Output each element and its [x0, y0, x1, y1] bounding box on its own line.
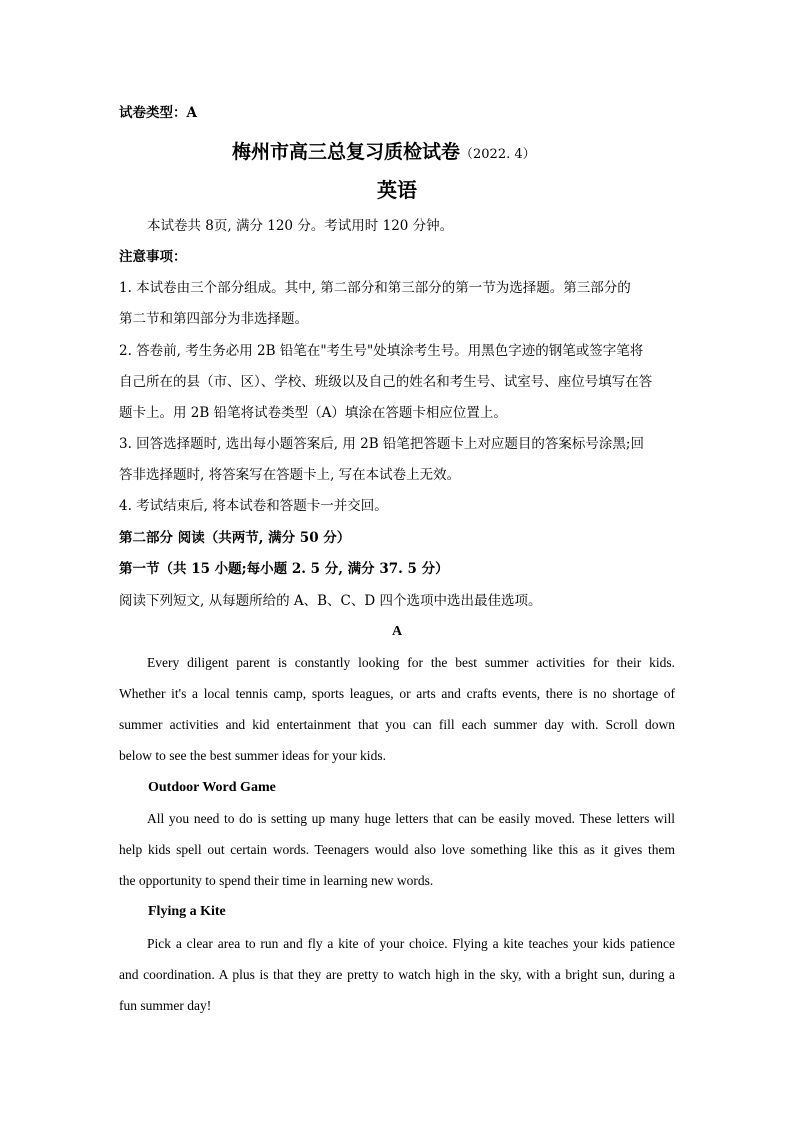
- paragraph-line: Every diligent parent is constantly looking for the best summer activities for their kids.: [147, 655, 675, 670]
- note-line: 题卡上。用 2B 铅笔将试卷类型（A）填涂在答题卡相应位置上。: [119, 405, 507, 421]
- subheading-kite: Flying a Kite: [148, 904, 226, 919]
- paragraph-line: and coordination. A plus is that they are pretty to watch high in the sky, with a bright sun, during a: [119, 967, 675, 982]
- instruction-text: 阅读下列短文, 从每题所给的 A、B、C、D 四个选项中选出最佳选项。: [119, 593, 542, 609]
- paragraph-line: help kids spell out certain words. Teenagers would also love something like this as it gives them: [119, 842, 675, 857]
- paragraph-line: All you need to do is setting up many huge letters that can be easily moved. These letters will: [147, 811, 675, 826]
- paragraph-line: the opportunity to spend their time in learning new words.: [119, 873, 434, 888]
- passage-label: A: [392, 624, 403, 639]
- subheading-word-game: Outdoor Word Game: [148, 780, 276, 795]
- intro-text: 本试卷共 8页, 满分 120 分。考试用时 120 分钟。: [147, 218, 454, 234]
- paragraph-line: Whether it's a local tennis camp, sports leagues, or arts and crafts events, there is no shortage of: [119, 686, 675, 701]
- title-text: 梅州市高三总复习质检试卷: [232, 141, 461, 163]
- note-line: 3. 回答选择题时, 选出每小题答案后, 用 2B 铅笔把答题卡上对应题目的答案标号涂黑;回: [119, 436, 644, 452]
- paragraph-line: Pick a clear area to run and fly a kite of your choice. Flying a kite teaches your kids patience: [147, 936, 675, 951]
- paper-type: 试卷类型：A: [119, 105, 197, 121]
- note-line: 4. 考试结束后, 将本试卷和答题卡一并交回。: [119, 498, 388, 514]
- note-line: 答非选择题时, 将答案写在答题卡上, 写在本试卷上无效。: [119, 467, 461, 483]
- paragraph-line: below to see the best summer ideas for your kids.: [119, 748, 386, 763]
- note-line: 1. 本试卷由三个部分组成。其中, 第二部分和第三部分的第一节为选择题。第三部分的: [119, 280, 631, 296]
- notes-heading: 注意事项：: [119, 249, 187, 265]
- section1-heading: 第一节（共 15 小题;每小题 2. 5 分, 满分 37. 5 分）: [119, 561, 449, 577]
- part2-heading: 第二部分 阅读（共两节, 满分 50 分）: [119, 530, 351, 546]
- note-line: 2. 答卷前, 考生务必用 2B 铅笔在"考生号"处填涂考生号。用黑色字迹的钢笔或签字笔将: [119, 343, 644, 359]
- exam-title: [232, 140, 536, 167]
- note-line: 第二节和第四部分为非选择题。: [119, 311, 308, 327]
- note-line: 自己所在的县（市、区）、学校、班级以及自己的姓名和考生号、试室号、座位号填写在答: [119, 374, 653, 390]
- paragraph-line: summer activities and kid entertainment that you can fill each summer day with. Scroll down: [119, 717, 675, 732]
- title-date: （2022. 4）: [460, 147, 536, 162]
- subject-heading: 英语: [377, 178, 417, 202]
- paragraph-line: fun summer day!: [119, 998, 212, 1013]
